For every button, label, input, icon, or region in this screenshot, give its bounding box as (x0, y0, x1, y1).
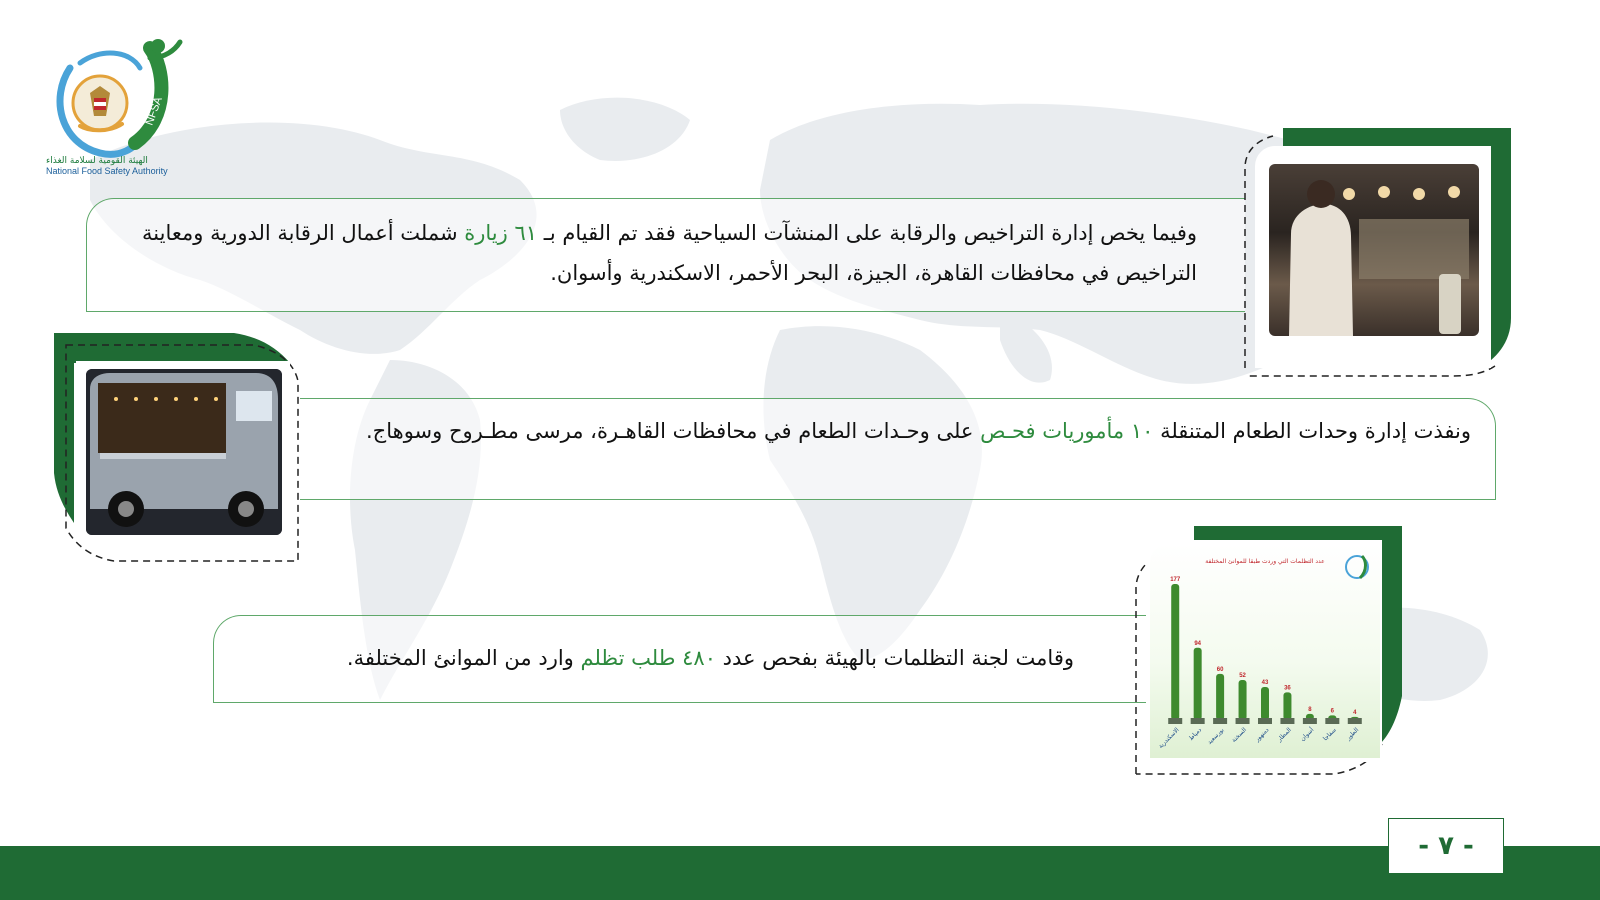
chart-data-label: 43 (1261, 679, 1269, 686)
chart-bar (1194, 648, 1202, 720)
chart-category-label: بورسعيد (1206, 726, 1226, 746)
chart-category-label: الاسكندرية (1157, 726, 1181, 750)
chart-category-label: دمنهور (1253, 726, 1271, 744)
grievances-committee-paragraph (234, 638, 1074, 678)
chart-data-label: 8 (1308, 706, 1312, 713)
chart-category-label: الطور (1345, 726, 1361, 742)
logo-arabic-name: الهيئة القومية لسلامة الغذاء (46, 156, 148, 166)
tourism-text-b: شملت أعمال الرقابة الدورية ومعاينة التراخيص في محافظات القاهرة، الجيزة، البحر الأحمر، الاسكندرية وأسوان. (142, 221, 1197, 285)
chart-category-label: السخنة (1230, 726, 1248, 744)
chart-bar-base (1280, 718, 1294, 724)
chart-data-label: 52 (1239, 673, 1246, 680)
chart-bar-base (1348, 718, 1362, 724)
mobile-food-units-textbox (300, 398, 1496, 500)
chart-bar-base (1191, 718, 1205, 724)
chart-bar-base (1258, 718, 1272, 724)
chart-bar (1261, 687, 1269, 720)
mobile-food-text-b: على وحـدات الطعام في محافظات القاهـرة، مرسى مطـروح وسوهاج. (366, 419, 981, 443)
logo-english-name: National Food Safety Authority (46, 166, 168, 176)
logo-acronym: NFSA (143, 95, 165, 128)
mobile-food-units-paragraph (320, 411, 1471, 451)
mobile-food-text-a: ونفذت إدارة وحدات الطعام المتنقلة (1153, 419, 1471, 443)
chart-category-label: أسوان (1299, 726, 1316, 743)
food-truck-photo-content (86, 369, 282, 535)
tourism-visits-highlight: ٦١ زيارة (464, 221, 538, 245)
grievances-committee-textbox (213, 615, 1164, 703)
tourism-licensing-textbox (86, 198, 1245, 312)
kitchen-photo-frame (1243, 128, 1513, 378)
chart-data-label: 36 (1284, 685, 1291, 692)
chart-title: عدد التظلمات التي وردت طبقا للموانئ المختلفة (1205, 558, 1325, 565)
chart-bar (1283, 692, 1291, 720)
kitchen-photo (1269, 164, 1479, 336)
chart-bar (1171, 584, 1179, 720)
chart-plot-area (1150, 544, 1380, 758)
chart-bar-base (1325, 718, 1339, 724)
chart-bar (1239, 680, 1247, 720)
grievances-requests-highlight: ٤٨٠ طلب تظلم (580, 646, 716, 670)
grievances-text-b: وارد من الموانئ المختلفة. (346, 646, 581, 670)
grievances-text-a: وقامت لجنة التظلمات بالهيئة بفحص عدد (715, 646, 1074, 670)
grievances-chart (1150, 544, 1380, 758)
chart-bar-base (1303, 718, 1317, 724)
grievances-chart-frame (1134, 526, 1404, 776)
chart-bar (1216, 674, 1224, 720)
chart-data-label: 94 (1194, 640, 1202, 647)
chart-bar-base (1236, 718, 1250, 724)
chart-category-label: دمياط (1187, 726, 1204, 743)
food-truck-photo-frame (54, 333, 306, 563)
chart-bar-base (1168, 718, 1182, 724)
food-truck-photo (86, 369, 282, 535)
chart-category-label: المطار (1276, 726, 1293, 744)
chart-bar-base (1213, 718, 1227, 724)
chart-data-label: 60 (1216, 666, 1224, 673)
chart-category-label: سفاجا (1321, 726, 1338, 743)
chart-data-label: 4 (1353, 709, 1357, 716)
tourism-licensing-paragraph (107, 213, 1197, 293)
chart-data-label: 6 (1330, 708, 1335, 715)
mobile-food-missions-highlight: ١٠ مأموريات فحـص (980, 419, 1154, 443)
kitchen-photo-content (1269, 164, 1479, 336)
tourism-text-a: وفيما يخص إدارة التراخيص والرقابة على المنشآت السياحية فقد تم القيام بـ (537, 221, 1197, 245)
page-number: - ٧ - (1388, 818, 1504, 874)
footer-bar (0, 846, 1600, 900)
chart-data-label: 177 (1170, 576, 1181, 583)
